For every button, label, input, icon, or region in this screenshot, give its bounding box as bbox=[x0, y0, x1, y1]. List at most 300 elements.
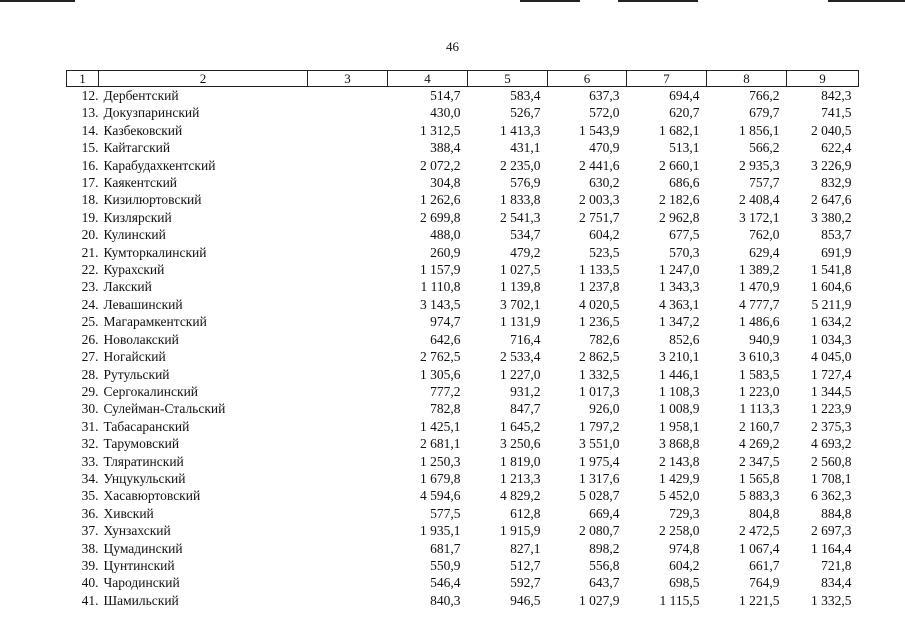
value-cell: 1 935,1 bbox=[420, 523, 461, 539]
row-number: 33. bbox=[81, 453, 99, 469]
value-cell: 1 008,9 bbox=[659, 401, 700, 417]
value-cell: 1 583,5 bbox=[739, 366, 780, 382]
value-cell: 1 223,0 bbox=[739, 383, 780, 399]
table-row bbox=[67, 592, 859, 609]
column-3-cell bbox=[308, 522, 388, 539]
value-cell: 260,9 bbox=[430, 244, 461, 260]
value-cell: 852,6 bbox=[669, 331, 700, 347]
value-cell: 4 693,2 bbox=[811, 436, 852, 452]
value-cell: 637,3 bbox=[589, 88, 620, 103]
value-cell: 304,8 bbox=[430, 175, 461, 191]
value-cell: 1 131,9 bbox=[500, 314, 541, 330]
value-cell: 1 446,1 bbox=[659, 366, 700, 382]
value-cell: 729,3 bbox=[669, 505, 700, 521]
district-name: Тляратинский bbox=[103, 453, 184, 469]
row-number: 23. bbox=[81, 279, 99, 295]
column-3-cell bbox=[308, 592, 388, 609]
value-cell: 1 110,8 bbox=[420, 279, 461, 295]
value-cell: 2 258,0 bbox=[659, 523, 700, 539]
value-cell: 2 143,8 bbox=[659, 453, 700, 469]
table-row bbox=[67, 383, 859, 400]
value-cell: 669,4 bbox=[589, 505, 620, 521]
value-cell: 1 027,5 bbox=[500, 262, 541, 278]
column-3-cell bbox=[308, 348, 388, 365]
value-cell: 592,7 bbox=[510, 575, 541, 591]
value-cell: 534,7 bbox=[510, 227, 541, 243]
row-number: 29. bbox=[81, 383, 99, 399]
value-cell: 2 347,5 bbox=[739, 453, 780, 469]
value-cell: 620,7 bbox=[669, 105, 700, 121]
value-cell: 2 040,5 bbox=[811, 122, 852, 138]
value-cell: 1 413,3 bbox=[500, 122, 541, 138]
row-number: 30. bbox=[81, 401, 99, 417]
district-name: Рутульский bbox=[103, 366, 170, 382]
value-cell: 2 003,3 bbox=[579, 192, 620, 208]
value-cell: 974,7 bbox=[430, 314, 461, 330]
value-cell: 834,4 bbox=[821, 575, 852, 591]
value-cell: 974,8 bbox=[669, 540, 700, 556]
value-cell: 677,5 bbox=[669, 227, 700, 243]
value-cell: 612,8 bbox=[510, 505, 541, 521]
value-cell: 926,0 bbox=[589, 401, 620, 417]
column-3-cell bbox=[308, 453, 388, 470]
table-row bbox=[67, 470, 859, 487]
value-cell: 479,2 bbox=[510, 244, 541, 260]
column-3-cell bbox=[308, 261, 388, 278]
value-cell: 2 862,5 bbox=[579, 349, 620, 365]
row-number: 32. bbox=[81, 436, 99, 452]
top-edge-line-right bbox=[828, 0, 905, 2]
value-cell: 2 408,4 bbox=[739, 192, 780, 208]
value-cell: 513,1 bbox=[669, 140, 700, 156]
value-cell: 550,9 bbox=[430, 557, 461, 573]
value-cell: 3 250,6 bbox=[500, 436, 541, 452]
value-cell: 2 160,7 bbox=[739, 418, 780, 434]
table-row bbox=[67, 487, 859, 504]
table-row bbox=[67, 278, 859, 295]
top-edge-line-middle bbox=[520, 0, 580, 2]
value-cell: 1 679,8 bbox=[420, 470, 461, 486]
value-cell: 604,2 bbox=[669, 557, 700, 573]
header-row bbox=[67, 71, 859, 87]
district-name: Каякентский bbox=[103, 175, 178, 191]
value-cell: 388,4 bbox=[430, 140, 461, 156]
value-cell: 556,8 bbox=[589, 557, 620, 573]
value-cell: 3 868,8 bbox=[659, 436, 700, 452]
row-number: 19. bbox=[81, 209, 99, 225]
column-3-cell bbox=[308, 209, 388, 226]
value-cell: 629,4 bbox=[749, 244, 780, 260]
value-cell: 2 533,4 bbox=[500, 349, 541, 365]
value-cell: 526,7 bbox=[510, 105, 541, 121]
district-name: Кумторкалинский bbox=[103, 244, 207, 260]
table-row bbox=[67, 453, 859, 470]
column-3-cell bbox=[308, 487, 388, 504]
value-cell: 1 017,3 bbox=[579, 383, 620, 399]
table-row bbox=[67, 261, 859, 278]
value-cell: 1 833,8 bbox=[500, 192, 541, 208]
value-cell: 1 915,9 bbox=[500, 523, 541, 539]
table-row bbox=[67, 226, 859, 243]
row-number: 22. bbox=[81, 262, 99, 278]
value-cell: 716,4 bbox=[510, 331, 541, 347]
value-cell: 853,7 bbox=[821, 227, 852, 243]
table-body bbox=[67, 87, 859, 610]
row-number: 41. bbox=[81, 592, 99, 608]
column-3-cell bbox=[308, 418, 388, 435]
value-cell: 604,2 bbox=[589, 227, 620, 243]
district-name: Казбековский bbox=[103, 122, 183, 138]
value-cell: 642,6 bbox=[430, 331, 461, 347]
row-number: 17. bbox=[81, 175, 99, 191]
page-number: 46 bbox=[446, 39, 459, 54]
table-row bbox=[67, 122, 859, 139]
table-row bbox=[67, 157, 859, 174]
column-header: 3 bbox=[308, 71, 388, 87]
row-number: 36. bbox=[81, 505, 99, 521]
value-cell: 6 362,3 bbox=[811, 488, 852, 504]
value-cell: 2 441,6 bbox=[579, 157, 620, 173]
value-cell: 777,2 bbox=[430, 383, 461, 399]
value-cell: 1 958,1 bbox=[659, 418, 700, 434]
column-3-cell bbox=[308, 313, 388, 330]
row-number: 39. bbox=[81, 557, 99, 573]
value-cell: 1 344,5 bbox=[811, 383, 852, 399]
row-number: 38. bbox=[81, 540, 99, 556]
value-cell: 832,9 bbox=[821, 175, 852, 191]
value-cell: 1 067,4 bbox=[739, 540, 780, 556]
value-cell: 1 975,4 bbox=[579, 453, 620, 469]
value-cell: 898,2 bbox=[589, 540, 620, 556]
district-name: Кулинский bbox=[103, 227, 166, 243]
value-cell: 764,9 bbox=[749, 575, 780, 591]
table-header bbox=[67, 71, 859, 87]
value-cell: 1 343,3 bbox=[659, 279, 700, 295]
value-cell: 3 551,0 bbox=[579, 436, 620, 452]
column-3-cell bbox=[308, 278, 388, 295]
value-cell: 2 072,2 bbox=[420, 157, 461, 173]
value-cell: 5 883,3 bbox=[739, 488, 780, 504]
value-cell: 1 262,6 bbox=[420, 192, 461, 208]
value-cell: 5 452,0 bbox=[659, 488, 700, 504]
value-cell: 1 429,9 bbox=[659, 470, 700, 486]
value-cell: 643,7 bbox=[589, 575, 620, 591]
value-cell: 3 226,9 bbox=[811, 157, 852, 173]
value-cell: 3 210,1 bbox=[659, 349, 700, 365]
value-cell: 1 541,8 bbox=[811, 262, 852, 278]
column-3-cell bbox=[308, 505, 388, 522]
column-header: 2 bbox=[99, 71, 308, 87]
value-cell: 576,9 bbox=[510, 175, 541, 191]
district-name: Табасаранский bbox=[103, 418, 190, 434]
table-row bbox=[67, 366, 859, 383]
district-name: Хасавюртовский bbox=[103, 488, 201, 504]
value-cell: 1 486,6 bbox=[739, 314, 780, 330]
column-3-cell bbox=[308, 244, 388, 261]
value-cell: 766,2 bbox=[749, 88, 780, 103]
value-cell: 572,0 bbox=[589, 105, 620, 121]
value-cell: 1 027,9 bbox=[579, 592, 620, 608]
column-3-cell bbox=[308, 104, 388, 121]
row-number: 25. bbox=[81, 314, 99, 330]
table-row bbox=[67, 139, 859, 156]
value-cell: 622,4 bbox=[821, 140, 852, 156]
table-row bbox=[67, 574, 859, 591]
column-3-cell bbox=[308, 574, 388, 591]
value-cell: 2 762,5 bbox=[420, 349, 461, 365]
table-row bbox=[67, 505, 859, 522]
value-cell: 566,2 bbox=[749, 140, 780, 156]
value-cell: 1 312,5 bbox=[420, 122, 461, 138]
value-cell: 1 223,9 bbox=[811, 401, 852, 417]
district-name: Новолакский bbox=[103, 331, 179, 347]
value-cell: 827,1 bbox=[510, 540, 541, 556]
value-cell: 583,4 bbox=[510, 88, 541, 103]
value-cell: 2 560,8 bbox=[811, 453, 852, 469]
table-row bbox=[67, 191, 859, 208]
value-cell: 681,7 bbox=[430, 540, 461, 556]
district-name: Курахский bbox=[103, 262, 165, 278]
value-cell: 3 172,1 bbox=[739, 209, 780, 225]
value-cell: 570,3 bbox=[669, 244, 700, 260]
value-cell: 2 681,1 bbox=[420, 436, 461, 452]
district-name: Лакский bbox=[103, 279, 152, 295]
column-3-cell bbox=[308, 366, 388, 383]
value-cell: 1 819,0 bbox=[500, 453, 541, 469]
value-cell: 847,7 bbox=[510, 401, 541, 417]
value-cell: 804,8 bbox=[749, 505, 780, 521]
table-row bbox=[67, 435, 859, 452]
value-cell: 1 247,0 bbox=[659, 262, 700, 278]
value-cell: 1 227,0 bbox=[500, 366, 541, 382]
table-row bbox=[67, 400, 859, 417]
table-row bbox=[67, 104, 859, 121]
district-name: Сулейман-Стальский bbox=[103, 401, 226, 417]
value-cell: 884,8 bbox=[821, 505, 852, 521]
table-row bbox=[67, 209, 859, 226]
district-name: Унцукульский bbox=[103, 470, 186, 486]
value-cell: 4 829,2 bbox=[500, 488, 541, 504]
value-cell: 546,4 bbox=[430, 575, 461, 591]
column-header: 7 bbox=[627, 71, 707, 87]
value-cell: 1 305,6 bbox=[420, 366, 461, 382]
value-cell: 1 317,6 bbox=[579, 470, 620, 486]
table-row bbox=[67, 296, 859, 313]
row-number: 28. bbox=[81, 366, 99, 382]
value-cell: 1 332,5 bbox=[579, 366, 620, 382]
row-number: 14. bbox=[81, 122, 99, 138]
value-cell: 2 472,5 bbox=[739, 523, 780, 539]
value-cell: 4 045,0 bbox=[811, 349, 852, 365]
value-cell: 1 332,5 bbox=[811, 592, 852, 608]
value-cell: 2 935,3 bbox=[739, 157, 780, 173]
column-header: 4 bbox=[388, 71, 468, 87]
value-cell: 782,6 bbox=[589, 331, 620, 347]
value-cell: 3 380,2 bbox=[811, 209, 852, 225]
value-cell: 762,0 bbox=[749, 227, 780, 243]
row-number: 31. bbox=[81, 418, 99, 434]
value-cell: 5 211,9 bbox=[811, 296, 852, 312]
value-cell: 2 751,7 bbox=[579, 209, 620, 225]
value-cell: 3 610,3 bbox=[739, 349, 780, 365]
value-cell: 2 697,3 bbox=[811, 523, 852, 539]
row-number: 16. bbox=[81, 157, 99, 173]
row-number: 27. bbox=[81, 349, 99, 365]
table-row bbox=[67, 418, 859, 435]
value-cell: 1 856,1 bbox=[739, 122, 780, 138]
value-cell: 842,3 bbox=[821, 88, 852, 103]
value-cell: 2 182,6 bbox=[659, 192, 700, 208]
value-cell: 470,9 bbox=[589, 140, 620, 156]
value-cell: 523,5 bbox=[589, 244, 620, 260]
value-cell: 661,7 bbox=[749, 557, 780, 573]
district-name: Хивский bbox=[103, 505, 154, 521]
row-number: 40. bbox=[81, 575, 99, 591]
value-cell: 1 347,2 bbox=[659, 314, 700, 330]
column-3-cell bbox=[308, 383, 388, 400]
district-name: Чародинский bbox=[103, 575, 180, 591]
value-cell: 1 157,9 bbox=[420, 262, 461, 278]
value-cell: 741,5 bbox=[821, 105, 852, 121]
column-header: 9 bbox=[787, 71, 859, 87]
column-header: 1 bbox=[67, 71, 99, 87]
value-cell: 931,2 bbox=[510, 383, 541, 399]
value-cell: 1 682,1 bbox=[659, 122, 700, 138]
value-cell: 1 797,2 bbox=[579, 418, 620, 434]
value-cell: 1 565,8 bbox=[739, 470, 780, 486]
column-3-cell bbox=[308, 87, 388, 105]
column-3-cell bbox=[308, 157, 388, 174]
column-3-cell bbox=[308, 296, 388, 313]
row-number: 15. bbox=[81, 140, 99, 156]
value-cell: 1 634,2 bbox=[811, 314, 852, 330]
value-cell: 946,5 bbox=[510, 592, 541, 608]
value-cell: 514,7 bbox=[430, 88, 461, 103]
column-3-cell bbox=[308, 470, 388, 487]
value-cell: 2 699,8 bbox=[420, 209, 461, 225]
district-name: Цунтинский bbox=[103, 557, 175, 573]
value-cell: 577,5 bbox=[430, 505, 461, 521]
top-edge-line-left bbox=[0, 0, 75, 2]
value-cell: 3 702,1 bbox=[500, 296, 541, 312]
row-number: 37. bbox=[81, 523, 99, 539]
value-cell: 1 604,6 bbox=[811, 279, 852, 295]
value-cell: 1 115,5 bbox=[659, 592, 700, 608]
row-number: 26. bbox=[81, 331, 99, 347]
value-cell: 5 028,7 bbox=[579, 488, 620, 504]
district-name: Тарумовский bbox=[103, 436, 180, 452]
value-cell: 2 235,0 bbox=[500, 157, 541, 173]
value-cell: 2 962,8 bbox=[659, 209, 700, 225]
district-name: Карабудахкентский bbox=[103, 157, 216, 173]
row-number: 12. bbox=[81, 88, 99, 103]
value-cell: 512,7 bbox=[510, 557, 541, 573]
value-cell: 430,0 bbox=[430, 105, 461, 121]
value-cell: 691,9 bbox=[821, 244, 852, 260]
value-cell: 2 647,6 bbox=[811, 192, 852, 208]
row-number: 35. bbox=[81, 488, 99, 504]
value-cell: 1 389,2 bbox=[739, 262, 780, 278]
column-3-cell bbox=[308, 174, 388, 191]
district-name: Кизлярский bbox=[103, 209, 172, 225]
district-name: Кизилюртовский bbox=[103, 192, 202, 208]
column-header: 8 bbox=[707, 71, 787, 87]
value-cell: 3 143,5 bbox=[420, 296, 461, 312]
column-header: 5 bbox=[468, 71, 548, 87]
value-cell: 1 250,3 bbox=[420, 453, 461, 469]
table-row bbox=[67, 348, 859, 365]
column-3-cell bbox=[308, 331, 388, 348]
value-cell: 698,5 bbox=[669, 575, 700, 591]
top-edge-line-middle-2 bbox=[618, 0, 698, 2]
row-number: 18. bbox=[81, 192, 99, 208]
value-cell: 1 113,3 bbox=[739, 401, 780, 417]
value-cell: 1 034,3 bbox=[811, 331, 852, 347]
value-cell: 1 425,1 bbox=[420, 418, 461, 434]
row-number: 34. bbox=[81, 470, 99, 486]
district-name: Сергокалинский bbox=[103, 383, 199, 399]
value-cell: 431,1 bbox=[510, 140, 541, 156]
district-name: Кайтагский bbox=[103, 140, 171, 156]
district-name: Хунзахский bbox=[103, 523, 171, 539]
district-name: Цумадинский bbox=[103, 540, 183, 556]
row-number: 21. bbox=[81, 244, 99, 260]
table-row bbox=[67, 557, 859, 574]
value-cell: 694,4 bbox=[669, 88, 700, 103]
table-row bbox=[67, 522, 859, 539]
table-row bbox=[67, 174, 859, 191]
district-name: Дербентский bbox=[103, 88, 179, 103]
column-3-cell bbox=[308, 139, 388, 156]
column-3-cell bbox=[308, 557, 388, 574]
table-row bbox=[67, 331, 859, 348]
table-row bbox=[67, 244, 859, 261]
value-cell: 4 020,5 bbox=[579, 296, 620, 312]
value-cell: 1 236,5 bbox=[579, 314, 620, 330]
value-cell: 2 660,1 bbox=[659, 157, 700, 173]
value-cell: 2 375,3 bbox=[811, 418, 852, 434]
value-cell: 4 363,1 bbox=[659, 296, 700, 312]
data-table bbox=[66, 70, 859, 609]
column-3-cell bbox=[308, 191, 388, 208]
value-cell: 1 221,5 bbox=[739, 592, 780, 608]
value-cell: 757,7 bbox=[749, 175, 780, 191]
value-cell: 721,8 bbox=[821, 557, 852, 573]
district-name: Магарамкентский bbox=[103, 314, 207, 330]
column-3-cell bbox=[308, 122, 388, 139]
column-3-cell bbox=[308, 435, 388, 452]
value-cell: 1 470,9 bbox=[739, 279, 780, 295]
district-name: Ногайский bbox=[103, 349, 166, 365]
table-row bbox=[67, 540, 859, 557]
value-cell: 4 594,6 bbox=[420, 488, 461, 504]
row-number: 24. bbox=[81, 296, 99, 312]
row-number: 13. bbox=[81, 105, 99, 121]
column-3-cell bbox=[308, 400, 388, 417]
column-header: 6 bbox=[548, 71, 627, 87]
district-name: Докузпаринский bbox=[103, 105, 200, 121]
value-cell: 1 543,9 bbox=[579, 122, 620, 138]
value-cell: 686,6 bbox=[669, 175, 700, 191]
row-number: 20. bbox=[81, 227, 99, 243]
value-cell: 1 708,1 bbox=[811, 470, 852, 486]
value-cell: 1 645,2 bbox=[500, 418, 541, 434]
value-cell: 4 777,7 bbox=[739, 296, 780, 312]
value-cell: 1 108,3 bbox=[659, 383, 700, 399]
value-cell: 1 164,4 bbox=[811, 540, 852, 556]
value-cell: 2 541,3 bbox=[500, 209, 541, 225]
value-cell: 4 269,2 bbox=[739, 436, 780, 452]
